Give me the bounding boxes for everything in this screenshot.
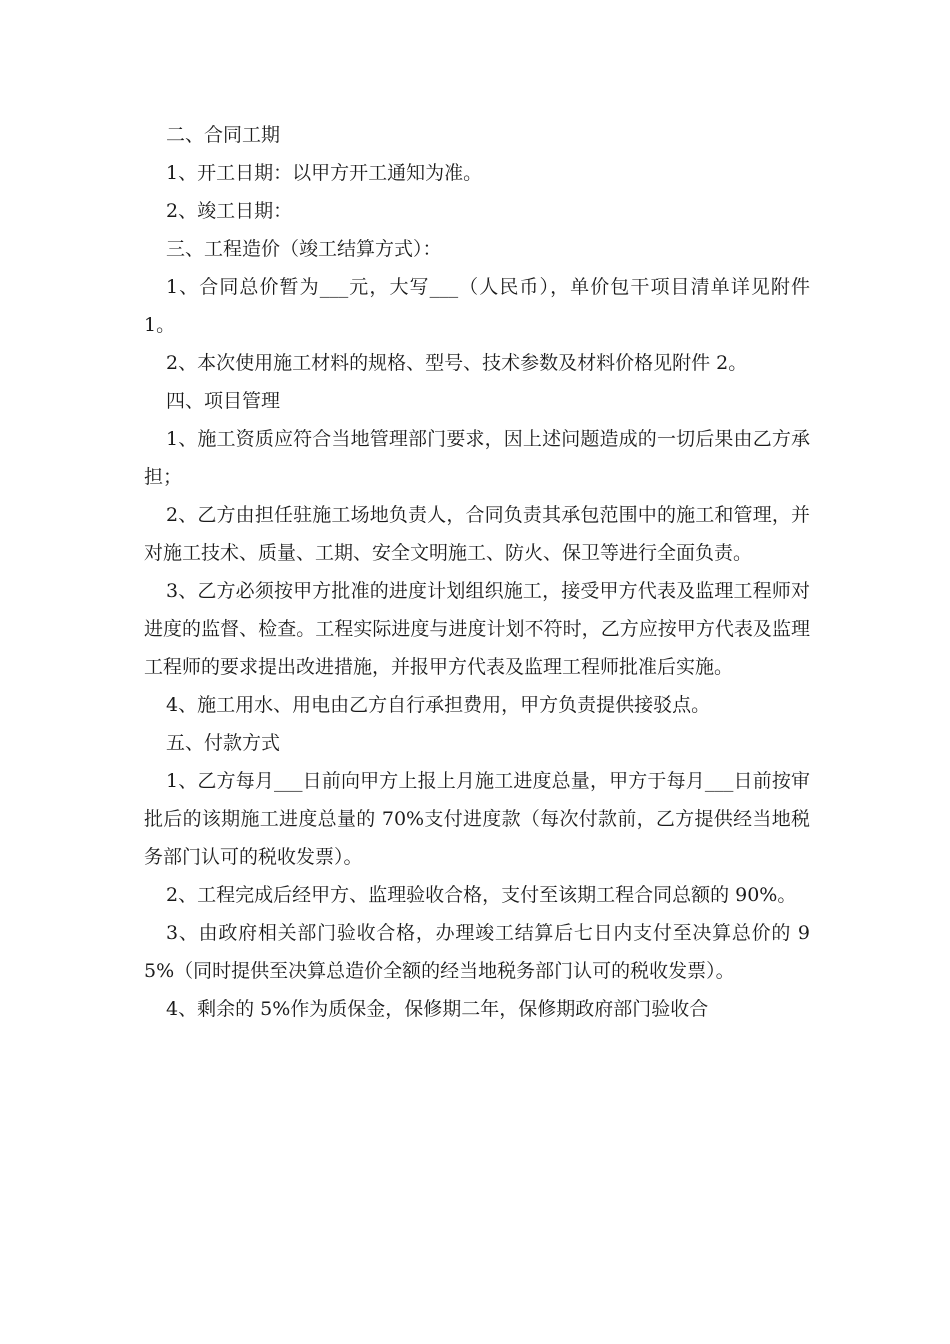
paragraph-qualification: 1、施工资质应符合当地管理部门要求，因上述问题造成的一切后果由乙方承担； — [144, 428, 810, 488]
paragraph-start-date: 1、开工日期：以甲方开工通知为准。 — [166, 162, 483, 184]
paragraph-settlement-payment: 3、由政府相关部门验收合格，办理竣工结算后七日内支付至决算总价的 95%（同时提供至决算总造价全额的经当地税务部门认可的税收发票）。 — [144, 922, 810, 982]
section-heading-payment: 五、付款方式 — [166, 732, 281, 754]
paragraph-utilities: 4、施工用水、用电由乙方自行承担费用，甲方负责提供接驳点。 — [166, 694, 711, 716]
paragraph-retention: 4、剩余的 5%作为质保金，保修期二年，保修期政府部门验收合 — [166, 998, 709, 1020]
section-heading-management: 四、项目管理 — [166, 390, 281, 412]
section-heading-cost: 三、工程造价（竣工结算方式）： — [166, 238, 442, 260]
paragraph-acceptance-payment: 2、工程完成后经甲方、监理验收合格，支付至该期工程合同总额的 90%。 — [166, 884, 797, 906]
paragraph-monthly-payment: 1、乙方每月___日前向甲方上报上月施工进度总量，甲方于每月___日前按审批后的该期施工进度总量的 70%支付进度款（每次付款前，乙方提供经当地税务部门认可的税收发票）。 — [144, 770, 810, 868]
paragraph-completion-date: 2、竣工日期： — [166, 200, 293, 222]
paragraph-site-manager: 2、乙方由担任驻施工场地负责人，合同负责其承包范围中的施工和管理，并对施工技术、质量、工期、安全文明施工、防火、保卫等进行全面负责。 — [144, 504, 810, 564]
paragraph-progress-plan: 3、乙方必须按甲方批准的进度计划组织施工，接受甲方代表及监理工程师对进度的监督、检查。工程实际进度与进度计划不符时，乙方应按甲方代表及监理工程师的要求提出改进措施，并报甲方代表及监理工程师批准后实施。 — [144, 580, 810, 678]
paragraph-total-price: 1、合同总价暂为___元，大写___（人民币），单价包干项目清单详见附件 1。 — [144, 276, 810, 336]
paragraph-materials: 2、本次使用施工材料的规格、型号、技术参数及材料价格见附件 2。 — [166, 352, 748, 374]
section-heading-schedule: 二、合同工期 — [166, 124, 281, 146]
document-page — [144, 116, 810, 1028]
